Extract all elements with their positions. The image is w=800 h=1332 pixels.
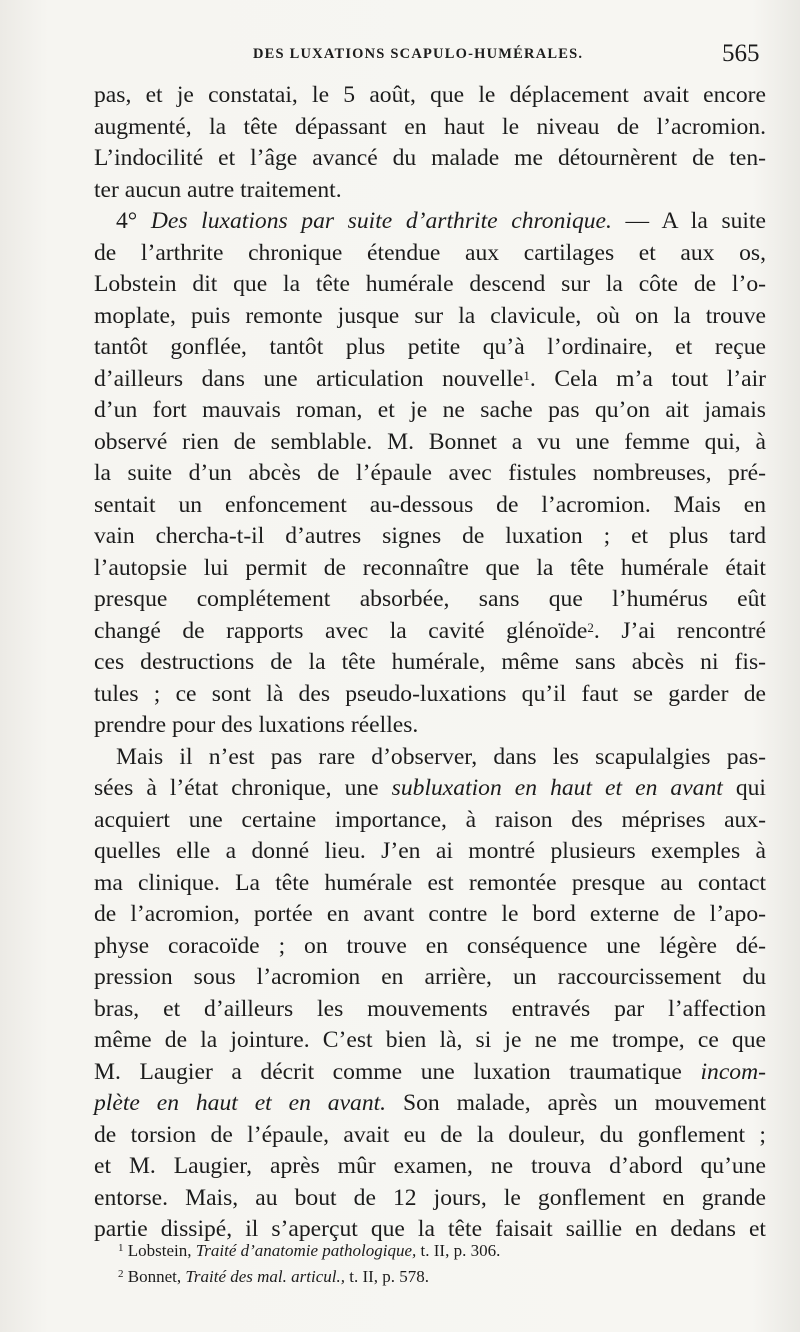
line-text: l’autopsie lui permit de reconnaître que la tête humérale était (94, 554, 766, 581)
footnote (118, 1238, 758, 1264)
text-line (94, 1025, 766, 1057)
line-text: Son malade, après un mouvement (386, 1090, 766, 1116)
footnote-mark: 1 (118, 1242, 124, 1254)
text-line (94, 395, 766, 427)
line-text: de l’arthrite chronique étendue aux cartilages et aux os, (94, 239, 766, 266)
italic-text: Des luxations par suite d’arthrite chronique. (150, 208, 612, 234)
line-text: la suite d’un abcès de l’épaule avec fistules nombreuses, pré- (94, 460, 766, 486)
text-line (94, 458, 766, 490)
line-text: quelles elle a donné lieu. J’en ai montré plusieurs exemples à (94, 838, 766, 864)
line-text: ces destructions de la tête humérale, même sans abcès ni fis- (94, 649, 766, 675)
line-text: de torsion de l’épaule, avait eu de la douleur, du gonflement ; (94, 1121, 766, 1148)
line-text: entorse. Mais, au bout de 12 jours, le gonflement en grande (94, 1184, 766, 1211)
text-line (94, 647, 766, 679)
line-text: qui (722, 775, 766, 801)
text-line (94, 80, 766, 112)
text-line (94, 206, 766, 238)
line-text: d’ailleurs dans une articulation nouvelle (94, 365, 524, 392)
italic-text: incom- (700, 1058, 766, 1085)
footnote-text: t. II, p. 578. (344, 1267, 430, 1286)
line-text: moplate, puis remonte jusque sur la clavicule, où on la trouve (94, 302, 766, 329)
line-text: Mais il n’est pas rare d’observer, dans les scapulalgies pas- (116, 743, 766, 770)
line-text: sées à l’état chronique, une (94, 775, 392, 801)
footnote-mark: 2 (118, 1268, 124, 1280)
italic-text: plète en haut et en avant. (94, 1090, 387, 1116)
running-head (0, 40, 800, 72)
text-line (94, 742, 766, 774)
line-text: d’un fort mauvais roman, et je ne sache pas qu’on ait jamais (94, 397, 766, 423)
line-text: . J’ai rencontré (593, 617, 766, 644)
line-text: 4° (116, 208, 151, 234)
line-text: Lobstein dit que la tête humérale descend sur la côte de l’o- (94, 271, 766, 297)
line-text: ma clinique. La tête humérale est remontée presque au contact (94, 869, 766, 896)
text-line (94, 269, 766, 301)
footnote-text: Lobstein, (123, 1241, 196, 1260)
line-text: prendre pour des luxations réelles. (94, 712, 419, 738)
line-text: M. Laugier a décrit comme une luxation traumatique (94, 1058, 701, 1085)
text-line (94, 710, 766, 742)
line-text: de l’acromion, portée en avant contre le bord externe de l’apo- (94, 901, 766, 927)
text-line (94, 616, 766, 648)
line-text: pas, et je constatai, le 5 août, que le déplacement avait encore (94, 82, 766, 108)
text-line (94, 773, 766, 805)
line-text: bras, et d’ailleurs les mouvements entravés par l’affection (94, 995, 766, 1022)
text-line (94, 553, 766, 585)
line-text: tantôt gonflée, tantôt plus petite qu’à l’ordinaire, et reçue (94, 334, 766, 360)
text-line (94, 175, 766, 207)
line-text: partie dissipé, il s’aperçut que la tête faisait saillie en dedans et (94, 1216, 766, 1242)
running-title: DES LUXATIONS SCAPULO-HUMÉRALES. (253, 46, 584, 62)
line-text: ter aucun autre traitement. (94, 176, 342, 203)
footnote (118, 1264, 758, 1290)
footnotes (118, 1238, 758, 1290)
text-line (94, 584, 766, 616)
text-line (94, 332, 766, 364)
text-line (94, 490, 766, 522)
line-text: augmenté, la tête dépassant en haut le niveau de l’acromion. (94, 113, 766, 140)
line-text: même de la jointure. C’est bien là, si je ne me trompe, ce que (94, 1027, 766, 1053)
text-line (94, 427, 766, 459)
line-text: tules ; ce sont là des pseudo-luxations qu’il faut se garder de (94, 680, 766, 707)
text-line (94, 1120, 766, 1152)
page-number: 565 (722, 40, 760, 67)
italic-text: subluxation en haut et en avant (391, 775, 723, 801)
footnote-ref: 1 (523, 367, 530, 383)
footnote-ref: 2 (587, 619, 594, 635)
text-line (94, 1183, 766, 1215)
line-text: et M. Laugier, après mûr examen, ne trouva d’abord qu’une (94, 1153, 766, 1179)
line-text: . Cela m’a tout l’air (529, 365, 766, 392)
text-line (94, 238, 766, 270)
line-text: sentait un enfoncement au-dessous de l’acromion. Mais en (94, 491, 766, 518)
text-line (94, 1088, 766, 1120)
text-line (94, 994, 766, 1026)
footnote-text: Bonnet, (123, 1267, 186, 1286)
text-line (94, 521, 766, 553)
line-text: observé rien de semblable. M. Bonnet a vu une femme qui, à (94, 428, 766, 455)
footnote-title: Traité d’anatomie pathologique, (195, 1241, 417, 1260)
text-line (94, 962, 766, 994)
text-line (94, 112, 766, 144)
text-line (94, 364, 766, 396)
line-text: L’indocilité et l’âge avancé du malade me détournèrent de ten- (94, 145, 766, 171)
line-text: — A la suite (611, 208, 767, 234)
text-line (94, 931, 766, 963)
body-text (94, 80, 766, 1246)
text-line (94, 1151, 766, 1183)
text-line (94, 836, 766, 868)
text-line (94, 143, 766, 175)
line-text: pression sous l’acromion en arrière, un raccourcissement du (94, 964, 766, 990)
text-line (94, 805, 766, 837)
line-text: physe coracoïde ; on trouve en conséquence une légère dé- (94, 932, 766, 959)
line-text: presque complétement absorbée, sans que l’humérus eût (94, 586, 766, 612)
line-text: vain chercha-t-il d’autres signes de luxation ; et plus tard (94, 523, 766, 549)
text-line (94, 868, 766, 900)
line-text: changé de rapports avec la cavité glénoïde (94, 617, 588, 644)
text-line (94, 679, 766, 711)
text-line (94, 899, 766, 931)
text-line (94, 301, 766, 333)
footnote-text: t. II, p. 306. (416, 1241, 501, 1260)
text-line (94, 1057, 766, 1089)
footnote-title: Traité des mal. articul., (185, 1267, 345, 1286)
line-text: acquiert une certaine importance, à raison des méprises aux- (94, 806, 766, 833)
